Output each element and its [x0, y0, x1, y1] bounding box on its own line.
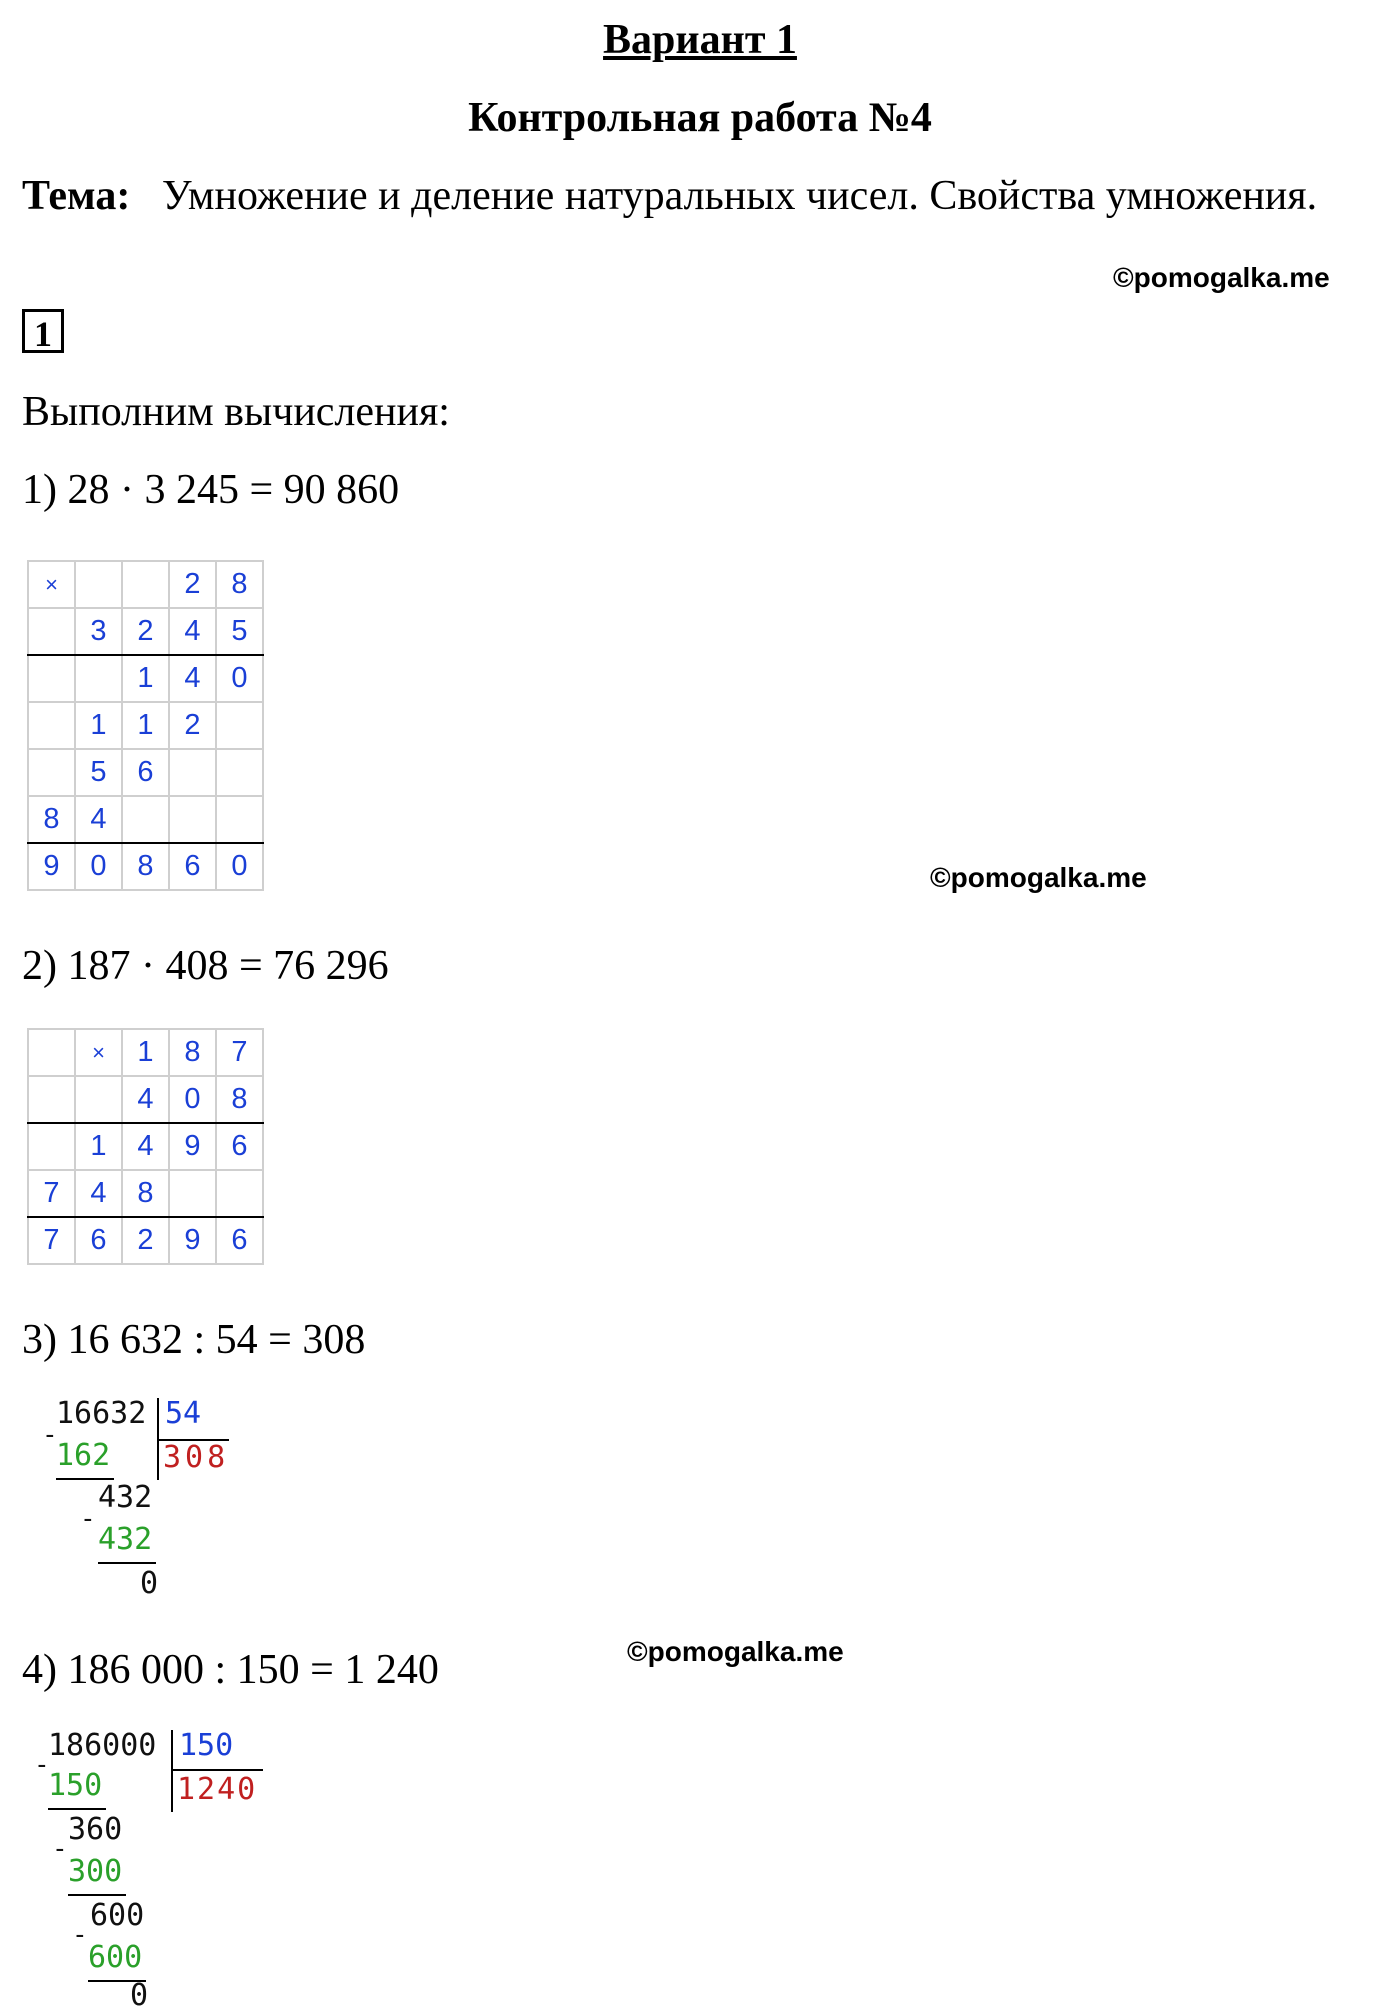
cell: 9: [169, 1217, 216, 1264]
cell: 7: [28, 1170, 75, 1217]
cell: 3: [75, 608, 122, 655]
cell: [122, 561, 169, 608]
item-3: 3) 16 632 : 54 = 308: [22, 1317, 366, 1363]
subtrahend: 432: [98, 1522, 153, 1557]
work-title: Контрольная работа №4: [468, 95, 932, 141]
cell: 4: [75, 796, 122, 843]
dividend: 16632: [56, 1396, 147, 1431]
subtrahend: 300: [68, 1854, 123, 1889]
divisor: 54: [165, 1396, 202, 1431]
remainder: 0: [140, 1566, 159, 1601]
rule: [98, 1562, 156, 1564]
cell: 2: [169, 702, 216, 749]
division-bar: [171, 1730, 173, 1812]
cell: 0: [216, 843, 263, 890]
item-4: 4) 186 000 : 150 = 1 240: [22, 1647, 439, 1693]
cell: 1: [75, 702, 122, 749]
item-1: 1) 28 · 3 245 = 90 860: [22, 467, 400, 513]
watermark-2: ©pomogalka.me: [930, 862, 1147, 893]
remainder: 0: [130, 1978, 149, 2013]
cell: [169, 796, 216, 843]
cell: 8: [216, 1076, 263, 1123]
minus-sign: -: [42, 1420, 58, 1450]
cell: [216, 749, 263, 796]
cell: 8: [216, 561, 263, 608]
cell: 1: [122, 702, 169, 749]
cell: [28, 655, 75, 702]
cell: [216, 796, 263, 843]
cell: 0: [75, 843, 122, 890]
cell: [28, 749, 75, 796]
task-intro: Выполним вычисления:: [22, 389, 450, 435]
multiplication-grid-2: [27, 1028, 264, 1265]
cell: 5: [216, 608, 263, 655]
rule: [68, 1894, 126, 1896]
cell: [75, 561, 122, 608]
cell: 1: [75, 1123, 122, 1170]
cell: [75, 655, 122, 702]
cell: 8: [169, 1029, 216, 1076]
watermark-3: ©pomogalka.me: [627, 1636, 844, 1667]
cell: [216, 702, 263, 749]
cell: 4: [122, 1076, 169, 1123]
subtrahend: 600: [88, 1940, 143, 1975]
cell: 6: [216, 1123, 263, 1170]
dividend: 186000: [48, 1728, 157, 1763]
cell: 2: [122, 1217, 169, 1264]
cell: [28, 1076, 75, 1123]
cell: 8: [122, 843, 169, 890]
cell: 4: [169, 655, 216, 702]
cell: 8: [122, 1170, 169, 1217]
topic-text: Умножение и деление натуральных чисел. Свойства умножения.: [161, 173, 1318, 219]
cell: [216, 1170, 263, 1217]
topic: [22, 168, 1340, 225]
cell: ×: [28, 561, 75, 608]
divisor: 150: [179, 1728, 234, 1763]
quotient-rule: [173, 1769, 263, 1771]
cell: 6: [122, 749, 169, 796]
minus-sign: -: [52, 1834, 68, 1864]
rule: [48, 1808, 106, 1810]
cell: 1: [122, 1029, 169, 1076]
quotient: 1240: [177, 1772, 258, 1807]
cell: 4: [122, 1123, 169, 1170]
quotient: 308: [163, 1440, 230, 1475]
cell: 7: [216, 1029, 263, 1076]
minus-sign: -: [72, 1920, 88, 1950]
cell: 7: [28, 1217, 75, 1264]
cell: 9: [169, 1123, 216, 1170]
minus-sign: -: [80, 1504, 96, 1534]
cell: 2: [122, 608, 169, 655]
cell: 6: [75, 1217, 122, 1264]
cell: 2: [169, 561, 216, 608]
remainder: 432: [98, 1480, 153, 1515]
subtrahend: 150: [48, 1768, 103, 1803]
cell: [122, 796, 169, 843]
cell: 4: [169, 608, 216, 655]
cell: [28, 1123, 75, 1170]
cell: [28, 608, 75, 655]
cell: [28, 1029, 75, 1076]
item-2: 2) 187 · 408 = 76 296: [22, 943, 389, 989]
cell: 9: [28, 843, 75, 890]
minus-sign: -: [34, 1750, 50, 1780]
cell: 8: [28, 796, 75, 843]
variant-title: Вариант 1: [603, 17, 797, 63]
cell: ×: [75, 1029, 122, 1076]
cell: [169, 1170, 216, 1217]
task-number: 1: [22, 309, 64, 353]
watermark-1: ©pomogalka.me: [1113, 262, 1330, 293]
cell: 6: [216, 1217, 263, 1264]
subtrahend: 162: [56, 1438, 111, 1473]
cell: 0: [169, 1076, 216, 1123]
cell: [75, 1076, 122, 1123]
cell: 5: [75, 749, 122, 796]
cell: 6: [169, 843, 216, 890]
cell: 0: [216, 655, 263, 702]
topic-label: Тема:: [22, 173, 131, 219]
cell: [28, 702, 75, 749]
multiplication-grid-1: [27, 560, 264, 891]
remainder: 360: [68, 1812, 123, 1847]
cell: 1: [122, 655, 169, 702]
remainder: 600: [90, 1898, 145, 1933]
cell: 4: [75, 1170, 122, 1217]
cell: [169, 749, 216, 796]
